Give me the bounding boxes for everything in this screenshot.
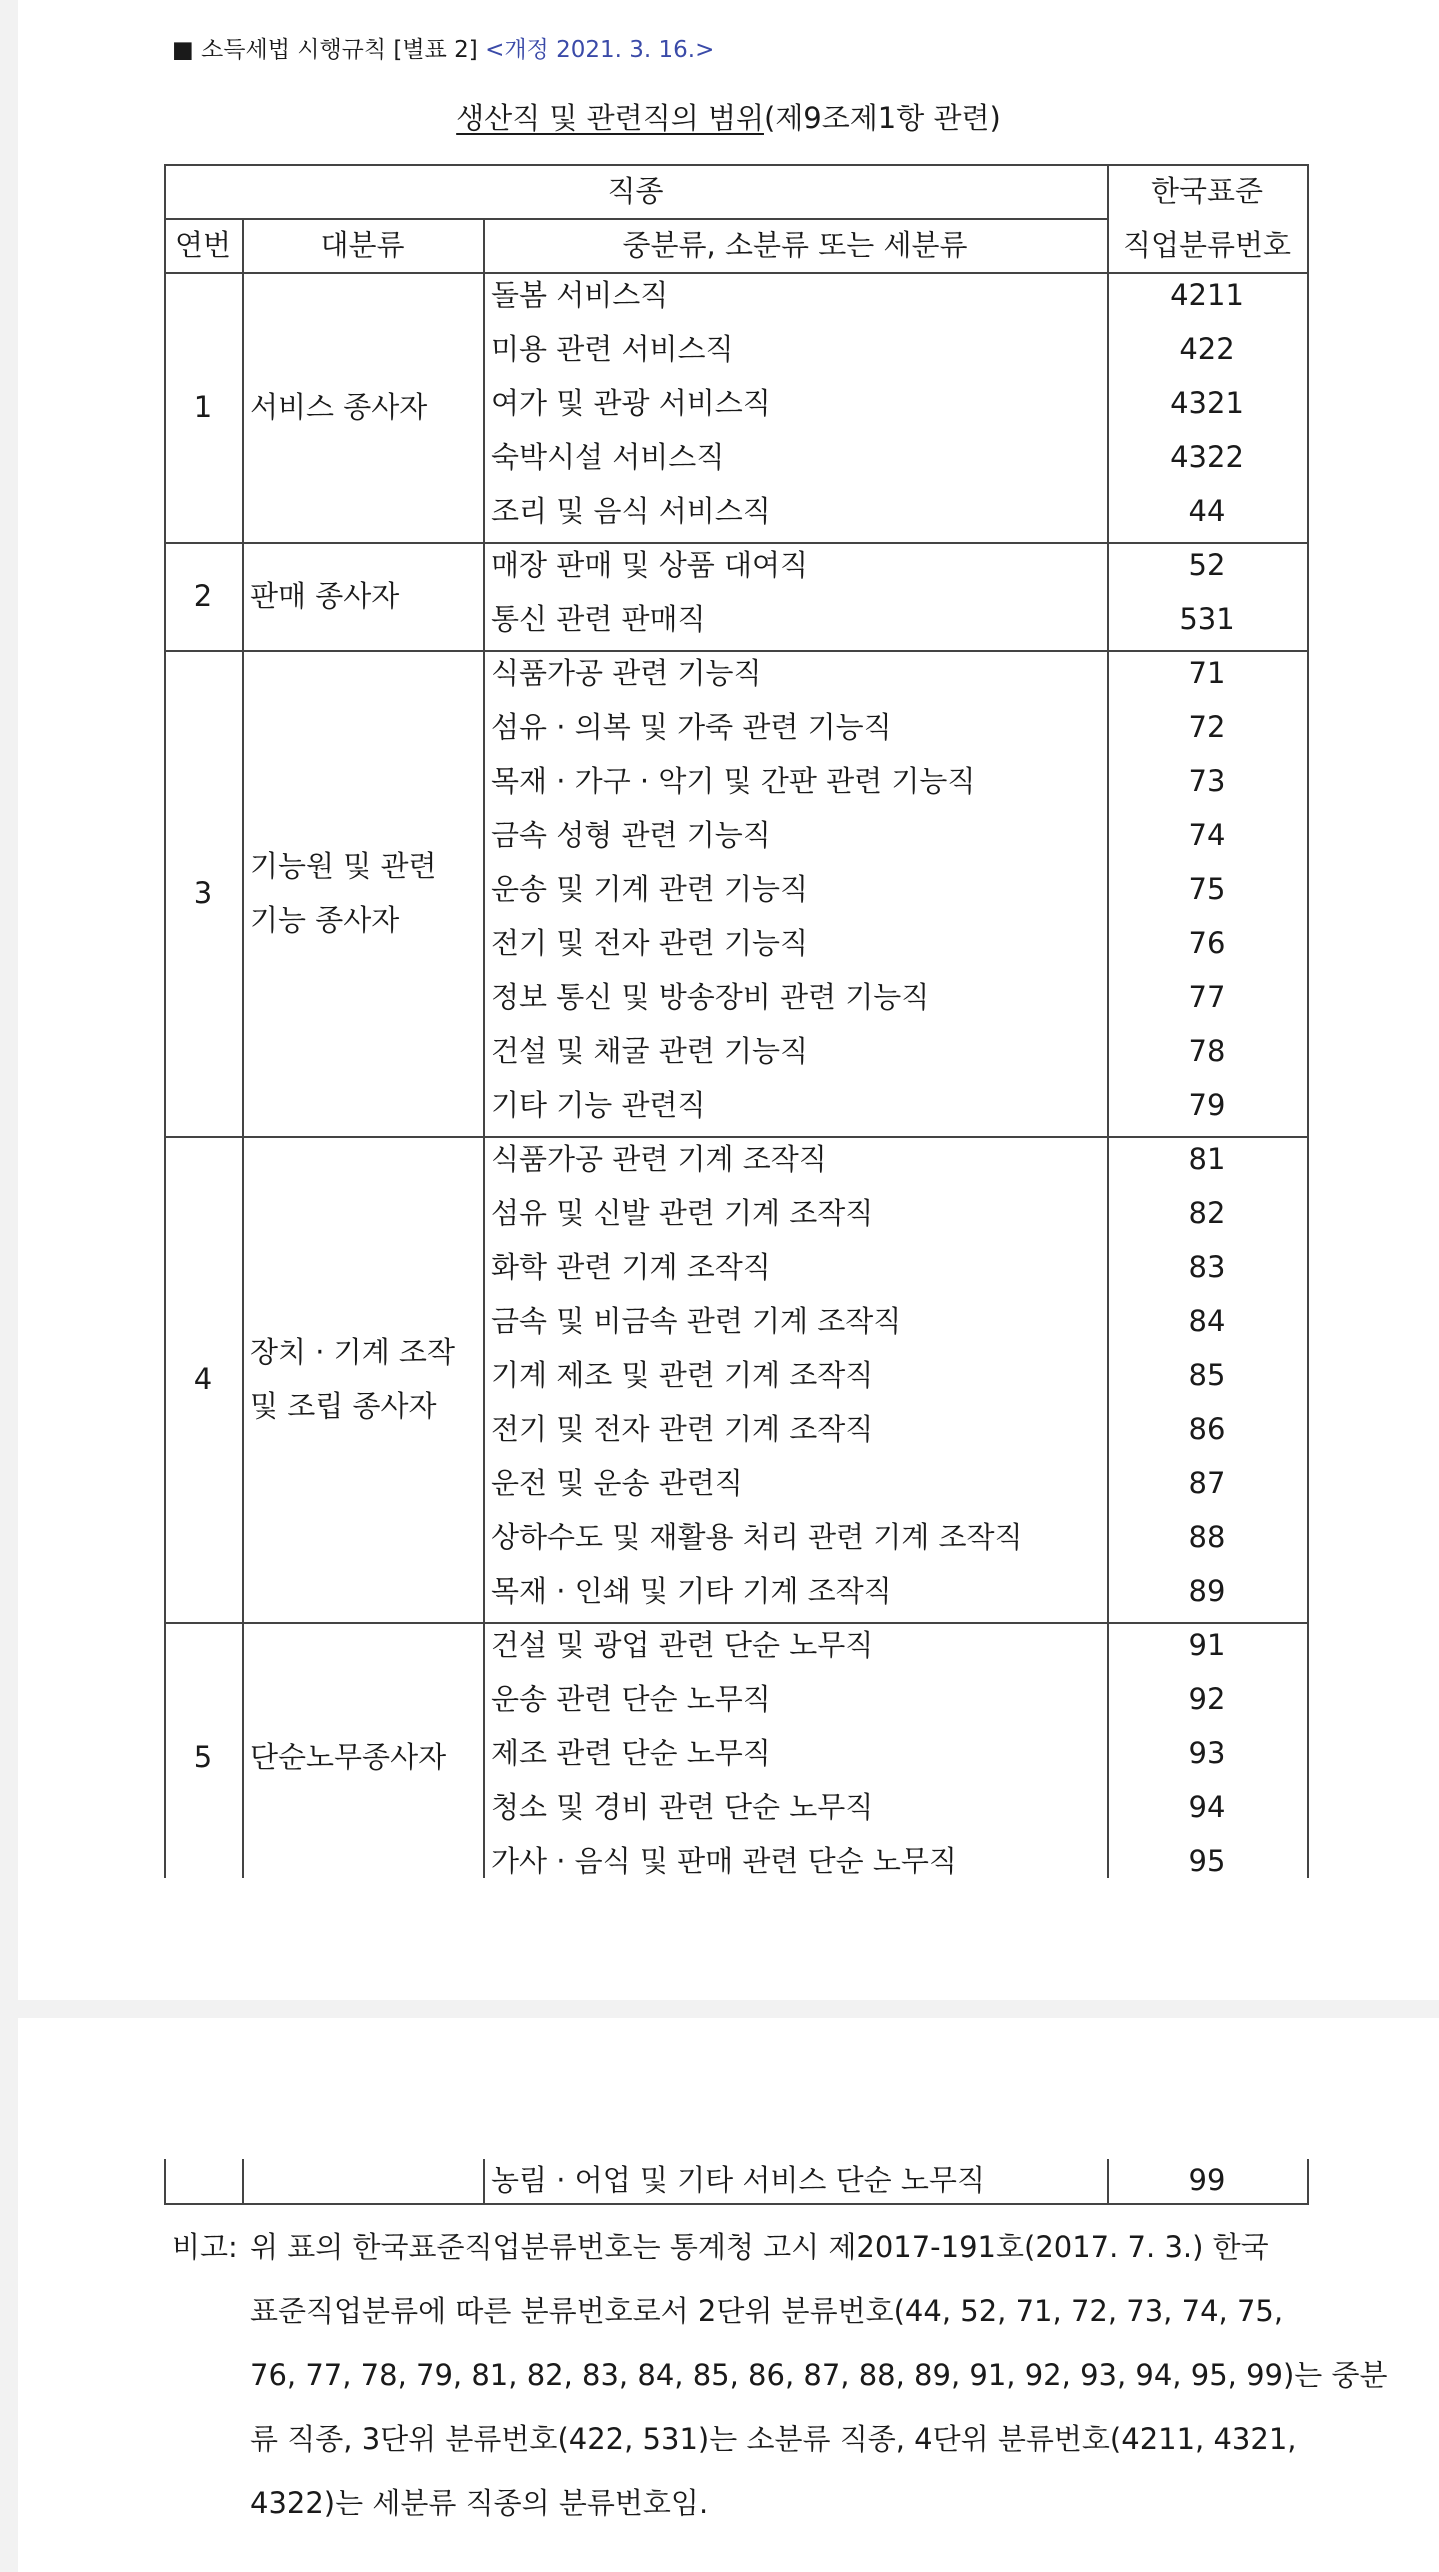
remarks-line: 4322)는 세분류 직종의 분류번호임. bbox=[250, 2486, 709, 2520]
remarks-line: 표준직업분류에 따른 분류번호로서 2단위 분류번호(44, 52, 71, 72, 73, 74, 75, bbox=[250, 2294, 1284, 2328]
table-row-name: 미용 관련 서비스직 bbox=[491, 332, 734, 366]
table-row-code: 4322 bbox=[1170, 440, 1244, 474]
table-rule bbox=[242, 218, 244, 1878]
table-rule bbox=[1307, 164, 1309, 1878]
amendment-link[interactable]: <개정 2021. 3. 16.> bbox=[485, 37, 715, 63]
group-major: 판매 종사자 bbox=[250, 579, 400, 613]
table-row-name: 제조 관련 단순 노무직 bbox=[491, 1736, 771, 1770]
table-row-code: 72 bbox=[1188, 710, 1226, 744]
table-rule bbox=[242, 2159, 244, 2203]
table-row-name: 섬유 및 신발 관련 기계 조작직 bbox=[491, 1196, 874, 1230]
table-row-name: 기계 제조 및 관련 기계 조작직 bbox=[491, 1358, 874, 1392]
table-row-name: 정보 통신 및 방송장비 관련 기능직 bbox=[491, 980, 930, 1014]
table-rule bbox=[1107, 164, 1109, 1878]
table-row-code: 86 bbox=[1188, 1412, 1226, 1446]
table-rule bbox=[1307, 2159, 1309, 2203]
remarks-line: 76, 77, 78, 79, 81, 82, 83, 84, 85, 86, 87, 88, 89, 91, 92, 93, 94, 95, 99)는 중분 bbox=[250, 2358, 1388, 2392]
table-row-name: 금속 및 비금속 관련 기계 조작직 bbox=[491, 1304, 902, 1338]
header-no: 연번 bbox=[174, 228, 232, 262]
table-row-name: 금속 성형 관련 기능직 bbox=[491, 818, 771, 852]
group-major-line1: 장치 · 기계 조작 bbox=[250, 1335, 455, 1369]
table-row-code: 79 bbox=[1188, 1088, 1226, 1122]
group-number: 5 bbox=[193, 1740, 213, 1774]
remarks-lead: 비고: bbox=[172, 2230, 238, 2264]
table-rule bbox=[483, 2159, 485, 2203]
table-row-code: 89 bbox=[1188, 1574, 1226, 1608]
header-major: 대분류 bbox=[320, 228, 405, 262]
table-rule bbox=[164, 164, 166, 1878]
table-row-name: 조리 및 음식 서비스직 bbox=[491, 494, 771, 528]
table-row-code: 44 bbox=[1188, 494, 1226, 528]
header-code-line2: 직업분류번호 bbox=[1122, 228, 1292, 262]
law-name: ■ 소득세법 시행규칙 [별표 2] bbox=[172, 37, 478, 63]
table-row-code: 92 bbox=[1188, 1682, 1226, 1716]
table-row-name: 화학 관련 기계 조작직 bbox=[491, 1250, 771, 1284]
table-row-code: 87 bbox=[1188, 1466, 1226, 1500]
table-row-code: 99 bbox=[1188, 2163, 1226, 2197]
table-row-name: 건설 및 광업 관련 단순 노무직 bbox=[491, 1628, 874, 1662]
table-row-name: 농림 · 어업 및 기타 서비스 단순 노무직 bbox=[491, 2163, 985, 2197]
page-title bbox=[18, 96, 1439, 140]
table-row-code: 75 bbox=[1188, 872, 1226, 906]
table-row-code: 4321 bbox=[1170, 386, 1244, 420]
table-row-name: 상하수도 및 재활용 처리 관련 기계 조작직 bbox=[491, 1520, 1023, 1554]
group-number: 2 bbox=[193, 579, 213, 613]
table-row-code: 73 bbox=[1188, 764, 1226, 798]
table-row-code: 422 bbox=[1179, 332, 1235, 366]
table-rule bbox=[164, 2159, 166, 2203]
group-major: 서비스 종사자 bbox=[250, 390, 428, 424]
table-row-name: 식품가공 관련 기계 조작직 bbox=[491, 1142, 827, 1176]
table-row-code: 77 bbox=[1188, 980, 1226, 1014]
table-row-name: 통신 관련 판매직 bbox=[491, 602, 706, 636]
header-sub: 중분류, 소분류 또는 세분류 bbox=[622, 228, 968, 262]
law-title bbox=[172, 30, 714, 70]
table-row-code: 93 bbox=[1188, 1736, 1226, 1770]
table-row-name: 건설 및 채굴 관련 기능직 bbox=[491, 1034, 809, 1068]
table-row-code: 82 bbox=[1188, 1196, 1226, 1230]
table-row-code: 76 bbox=[1188, 926, 1226, 960]
table-row-name: 전기 및 전자 관련 기계 조작직 bbox=[491, 1412, 874, 1446]
table-row-name: 기타 기능 관련직 bbox=[491, 1088, 706, 1122]
table-row-code: 78 bbox=[1188, 1034, 1226, 1068]
table-row-name: 돌봄 서비스직 bbox=[491, 278, 669, 312]
group-number: 3 bbox=[193, 876, 213, 910]
table-row-name: 매장 판매 및 상품 대여직 bbox=[491, 548, 809, 582]
table-row-code: 531 bbox=[1179, 602, 1235, 636]
table-row-name: 청소 및 경비 관련 단순 노무직 bbox=[491, 1790, 874, 1824]
remarks-body bbox=[250, 2215, 1388, 2535]
document-page-1 bbox=[18, 0, 1439, 2000]
table-row-code: 94 bbox=[1188, 1790, 1226, 1824]
group-major-line2: 기능 종사자 bbox=[250, 903, 400, 937]
table-rule bbox=[483, 218, 485, 1878]
table-row-code: 84 bbox=[1188, 1304, 1226, 1338]
table-row-code: 83 bbox=[1188, 1250, 1226, 1284]
table-row-name: 목재 · 인쇄 및 기타 기계 조작직 bbox=[491, 1574, 892, 1608]
group-major: 단순노무종사자 bbox=[250, 1740, 447, 1774]
table-row-code: 88 bbox=[1188, 1520, 1226, 1554]
table-row-name: 섬유 · 의복 및 가죽 관련 기능직 bbox=[491, 710, 892, 744]
table-row-name: 가사 · 음식 및 판매 관련 단순 노무직 bbox=[491, 1844, 957, 1878]
table-row-code: 85 bbox=[1188, 1358, 1226, 1392]
header-occupation: 직종 bbox=[607, 174, 664, 208]
table-row-code: 71 bbox=[1188, 656, 1226, 690]
table-row-name: 운송 및 기계 관련 기능직 bbox=[491, 872, 809, 906]
group-number: 1 bbox=[193, 390, 213, 424]
table-row-code: 95 bbox=[1188, 1844, 1226, 1878]
table-row-name: 운송 관련 단순 노무직 bbox=[491, 1682, 771, 1716]
title-sub: (제9조제1항 관련) bbox=[763, 101, 1001, 135]
occupation-table-continued bbox=[164, 2159, 1307, 2203]
document-page-2 bbox=[18, 2018, 1439, 2572]
group-number: 4 bbox=[193, 1362, 213, 1396]
table-row-code: 91 bbox=[1188, 1628, 1226, 1662]
remarks-line: 류 직종, 3단위 분류번호(422, 531)는 소분류 직종, 4단위 분류번호(4211, 4321, bbox=[250, 2422, 1297, 2456]
title-main: 생산직 및 관련직의 범위 bbox=[456, 101, 764, 135]
table-row-name: 목재 · 가구 · 악기 및 간판 관련 기능직 bbox=[491, 764, 976, 798]
table-row-code: 4211 bbox=[1170, 278, 1244, 312]
table-row-name: 여가 및 관광 서비스직 bbox=[491, 386, 771, 420]
group-major-line2: 및 조립 종사자 bbox=[250, 1389, 437, 1423]
table-row-name: 운전 및 운송 관련직 bbox=[491, 1466, 743, 1500]
remarks-line: 위 표의 한국표준직업분류번호는 통계청 고시 제2017-191호(2017. 7. 3.) 한국 bbox=[250, 2230, 1269, 2264]
table-row-code: 52 bbox=[1188, 548, 1226, 582]
table-row-code: 81 bbox=[1188, 1142, 1226, 1176]
table-row-name: 숙박시설 서비스직 bbox=[491, 440, 725, 474]
group-major-line1: 기능원 및 관련 bbox=[250, 849, 437, 883]
table-row-name: 전기 및 전자 관련 기능직 bbox=[491, 926, 809, 960]
table-row-name: 식품가공 관련 기능직 bbox=[491, 656, 762, 690]
occupation-table bbox=[164, 164, 1307, 1878]
table-row-code: 74 bbox=[1188, 818, 1226, 852]
header-code-line1: 한국표준 bbox=[1150, 174, 1264, 208]
